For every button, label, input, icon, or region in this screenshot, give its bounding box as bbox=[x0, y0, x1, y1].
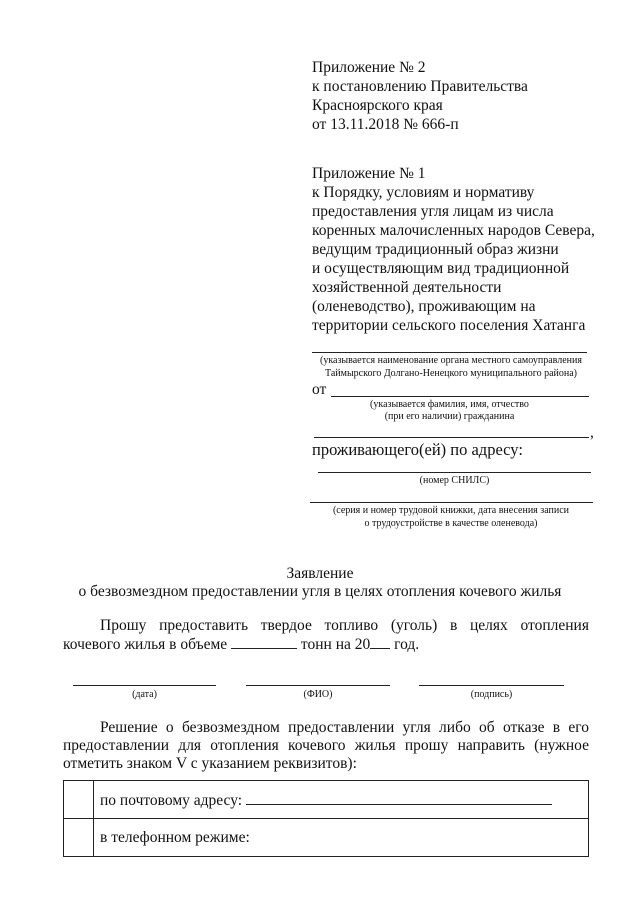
year-input[interactable] bbox=[370, 634, 390, 649]
comma: , bbox=[590, 424, 594, 441]
appendix-1-line: коренных малочисленных народов Севера, bbox=[312, 222, 595, 239]
workbook-hint: (серия и номер трудовой книжки, дата внесения записи bbox=[332, 505, 570, 516]
appendix-2-line: к постановлению Правительства bbox=[312, 78, 528, 95]
appendix-2-line: Красноярского края bbox=[312, 97, 443, 114]
decision-line-3: отметить знаком V с указанием реквизитов): bbox=[63, 755, 357, 772]
workbook-hint: о трудоустройстве в качестве оленевода) bbox=[364, 518, 538, 529]
table-row bbox=[64, 819, 589, 857]
decision-line-1: Решение о безвозмездном предоставлении угля либо об отказе в его bbox=[100, 719, 589, 736]
postal-checkbox[interactable] bbox=[64, 781, 94, 819]
statement-subtitle: о безвозмездном предоставлении угля в целях отопления кочевого жилья bbox=[78, 583, 562, 600]
request-line-2 bbox=[63, 634, 419, 654]
snils-hint: (номер СНИЛС) bbox=[419, 475, 490, 486]
appendix-1-line: Приложение № 1 bbox=[312, 165, 426, 182]
org-hint: (указывается наименование органа местного самоуправления bbox=[320, 355, 582, 366]
from-label: от bbox=[312, 381, 327, 398]
fio-hint: (указывается фамилия, имя, отчество bbox=[370, 399, 529, 410]
appendix-2-line: Приложение № 2 bbox=[312, 59, 426, 76]
appendix-1-line: к Порядку, условиям и нормативу bbox=[312, 184, 535, 201]
request-volume-label: кочевого жилья в объеме bbox=[63, 636, 228, 653]
postal-address-input[interactable] bbox=[246, 790, 552, 805]
fio-field[interactable] bbox=[246, 685, 390, 686]
decision-line-2: предоставлении для отопления кочевого жилья прошу направить (нужное bbox=[63, 737, 589, 754]
postal-option bbox=[94, 781, 589, 819]
request-year-suffix: год. bbox=[394, 636, 420, 653]
org-name-line[interactable] bbox=[312, 352, 587, 353]
appendix-1-line: и осуществляющим вид традиционной bbox=[312, 260, 570, 277]
workbook-line[interactable] bbox=[310, 502, 593, 503]
fio-label: (ФИО) bbox=[303, 689, 333, 700]
appendix-1-line: территории сельского поселения Хатанга bbox=[312, 317, 586, 334]
appendix-1-line: предоставления угля лицам из числа bbox=[312, 203, 554, 220]
appendix-2-line: от 13.11.2018 № 666-п bbox=[312, 116, 459, 133]
appendix-1-line: хозяйственной деятельности bbox=[312, 279, 502, 296]
appendix-1-line: ведущим традиционный образ жизни bbox=[312, 241, 559, 258]
phone-option bbox=[94, 819, 589, 857]
phone-checkbox[interactable] bbox=[64, 819, 94, 857]
date-label: (дата) bbox=[132, 689, 157, 700]
applicant-extra-line[interactable] bbox=[314, 437, 589, 438]
postal-option-label: по почтовому адресу: bbox=[100, 791, 243, 809]
request-line-1: Прошу предоставить твердое топливо (уголь) в целях отопления bbox=[100, 617, 589, 634]
request-year-label: тонн на 20 bbox=[300, 636, 371, 653]
org-hint: Таймырского Долгано-Ненецкого муниципального района) bbox=[324, 368, 578, 379]
delivery-options-table bbox=[63, 780, 589, 857]
phone-option-label: в телефонном режиме: bbox=[100, 828, 250, 846]
table-row bbox=[64, 781, 589, 819]
statement-title: Заявление bbox=[286, 565, 354, 582]
volume-input[interactable] bbox=[231, 634, 297, 649]
address-line[interactable] bbox=[318, 472, 591, 473]
signature-label: (подпись) bbox=[470, 689, 513, 700]
applicant-fio-line[interactable] bbox=[331, 396, 589, 397]
appendix-1-line: (оленеводство), проживающим на bbox=[312, 298, 536, 315]
signature-field[interactable] bbox=[419, 685, 564, 686]
date-field[interactable] bbox=[73, 685, 216, 686]
residing-label: проживающего(ей) по адресу: bbox=[312, 440, 523, 459]
fio-hint: (при его наличии) гражданина bbox=[384, 411, 515, 422]
